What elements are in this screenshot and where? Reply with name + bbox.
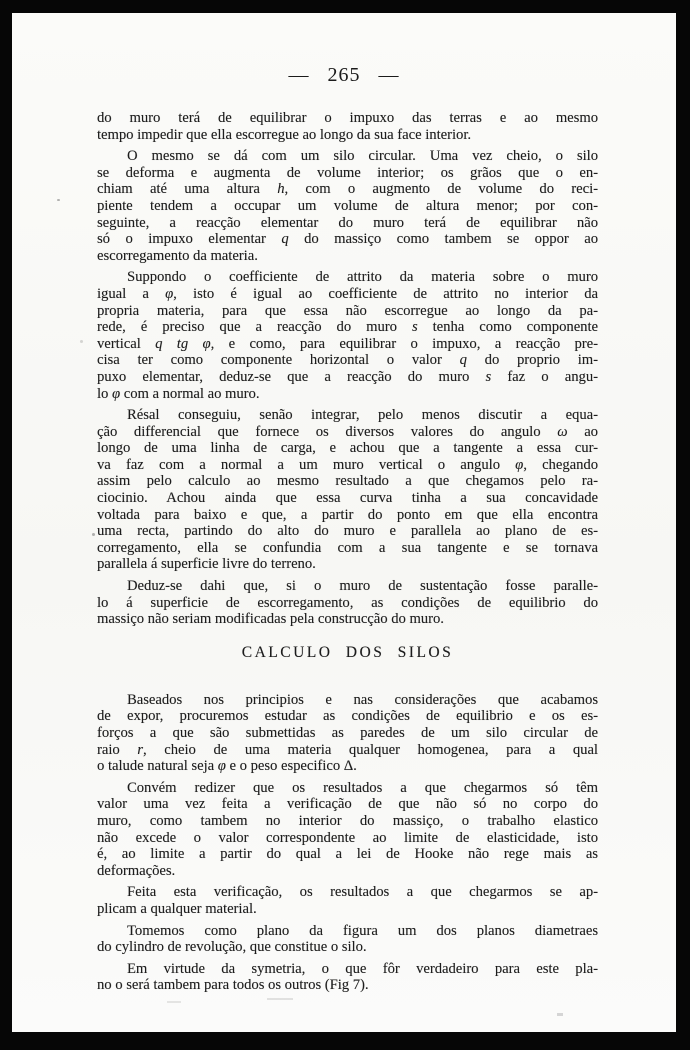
paragraph [97,961,598,994]
paragraph [97,407,598,573]
section-heading: CALCULO DOS SILOS [241,643,454,661]
text-line: no o será tambem para todos os outros (Fig 7). [97,977,369,994]
paragraph [97,269,598,402]
text-line: Feita esta verificação, os resultados a que chegarmos se ap- [127,884,598,901]
text-line: assim pelo calculo ao mesmo resultado a que chegamos pelo ra- [97,473,598,490]
text-line: ciocinio. Achou ainda que essa curva tinha a sua concavidade [97,490,598,507]
text-line: va faz com a normal a um muro vertical o angulo φ, chegando [97,456,598,473]
text-line: o talude natural seja φ e o peso especifico Δ. [97,758,357,775]
text-line: cisa ter como componente horizontal o valor q do proprio im- [97,352,598,369]
text-line: só o impuxo elementar q do massiço como tambem se oppor ao [97,231,598,248]
text-line: O mesmo se dá com um silo circular. Uma vez cheio, o silo [127,148,598,165]
page [12,13,676,1032]
text-line: puxo elementar, deduz-se que a reacção do muro s faz o angu- [97,368,598,385]
text-line: piente tendem a occupar um volume de altura menor; por con- [97,197,598,214]
text-line: Deduz-se dahi que, si o muro de sustentação fosse paralle- [127,578,598,595]
text-body [97,110,598,994]
paragraph [97,110,598,143]
text-line: seguinte, a reacção elementar do muro terá de equilibrar não [97,214,598,231]
text-line: valor uma vez feita a verificação de que não só no corpo do [97,796,598,813]
text-line: é, ao limite a partir do qual a lei de Hooke não rege mais as [97,846,598,863]
scan-artifact [80,340,83,343]
text-line: não excede o valor correspondente ao limite de elasticidade, isto [97,829,598,846]
text-line: vertical q tg φ, e como, para equilibrar o impuxo, a reacção pre- [97,335,598,352]
text-line: propria materia, para que essa não escorregue ao longo da pa- [97,302,598,319]
text-line: voltada para baixo e que, a partir do ponto em que ella encontra [97,506,598,523]
text-line: ção differencial que fornece os diversos valores do angulo ω ao [97,423,598,440]
text-line: forços a que são submettidas as paredes de um silo circular de [97,725,598,741]
text-line: massiço não seriam modificadas pela construcção do muro. [97,611,444,628]
text-line: Tomemos como plano da figura um dos planos diametraes [127,922,598,939]
text-line: Convém redizer que os resultados a que chegarmos só têm [127,779,598,796]
text-line: do muro terá de equilibrar o impuxo das terras e ao mesmo [97,110,598,126]
text-line: Suppondo o coefficiente de attrito da materia sobre o muro [127,269,598,286]
text-line: de expor, procuremos estudar as condições de equilibrio e os es- [97,708,598,725]
text-line: deformações. [97,862,176,879]
text-line: se deforma e augmenta de volume interior; os grãos que o en- [97,164,598,181]
text-line: Résal conseguiu, senão integrar, pelo menos discutir a equa- [127,407,598,424]
text-line: tempo impedir que ella escorregue ao longo da sua face interior. [97,126,472,143]
text-line: corregamento, ella se confundia com a sua tangente e se tornava [97,539,598,556]
text-line: igual a φ, isto é igual ao coefficiente de attrito no interior da [97,285,598,302]
text-line: raio r, cheio de uma materia qualquer homogenea, para a qual [97,741,598,758]
text-line: rede, é preciso que a reacção do muro s tenha como componente [97,319,598,336]
scan-artifact [267,998,293,1000]
scan-artifact [167,1001,181,1003]
text-line: do cylindro de revolução, que constitue o silo. [97,939,367,956]
text-line: escorregamento da materia. [97,247,258,264]
scan-artifact [557,1013,563,1016]
paragraph [97,780,598,880]
text-line: uma recta, partindo do alto do muro e parallela ao plano de es- [97,523,598,540]
paragraph [97,692,598,775]
scan-artifact [57,199,60,201]
text-line: chiam até uma altura h, com o augmento de volume do reci- [97,181,599,198]
text-line: parallela á superficie livre do terreno. [97,556,316,573]
text-line: Baseados nos principios e nas considerações que acabamos [127,691,598,708]
text-line: muro, como tambem no interior do massiço, o trabalho elastico [97,812,598,829]
text-line: lo φ com a normal ao muro. [97,385,260,402]
paragraph [97,578,598,628]
text-line: plicam a qualquer material. [97,900,257,917]
scan-artifact [92,533,95,536]
text-line: longo de uma linha de carga, e achou que a tangente a essa cur- [97,440,598,457]
paragraph [97,884,598,917]
text-line: lo á superficie de escorregamento, as condições de equilibrio do [97,594,598,611]
paragraph [97,148,598,264]
page-number: — 265 — [288,64,400,86]
paragraph [97,923,598,956]
text-line: Em virtude da symetria, o que fôr verdadeiro para este pla- [127,960,598,977]
